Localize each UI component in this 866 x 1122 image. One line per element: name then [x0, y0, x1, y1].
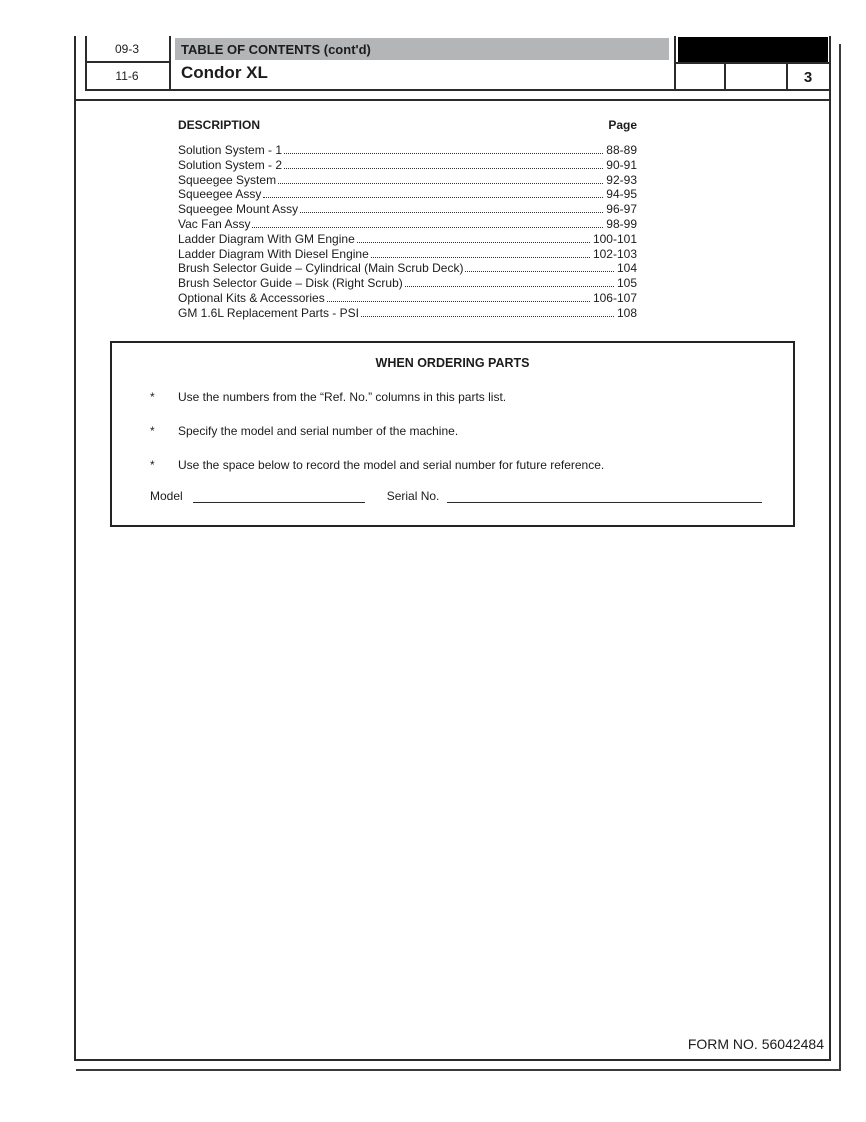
dot-leader — [252, 227, 603, 228]
toc-entry-label: Brush Selector Guide – Disk (Right Scrub) — [178, 276, 403, 291]
ordering-bullet — [150, 458, 775, 472]
toc-entry-page: 106-107 — [592, 290, 637, 305]
bullet-asterisk: * — [150, 458, 155, 472]
ordering-parts-title: WHEN ORDERING PARTS — [375, 356, 530, 370]
serial-blank-field — [447, 488, 762, 503]
dot-leader — [405, 286, 614, 287]
dot-leader — [263, 197, 603, 198]
ordering-parts-box — [110, 341, 795, 527]
page-left-border — [74, 36, 76, 1060]
toc-entry — [178, 187, 637, 202]
toc-entry — [178, 247, 637, 262]
page-bottom-border — [74, 1059, 831, 1061]
toc-entry-label: Vac Fan Assy — [178, 216, 251, 231]
toc-entry — [178, 143, 637, 158]
toc-entry — [178, 261, 637, 276]
ref-code-bottom: 11-6 — [115, 69, 139, 83]
bullet-asterisk: * — [150, 424, 155, 438]
ref-cells-divider — [85, 61, 171, 63]
dot-leader — [361, 316, 614, 317]
toc-entry-page: 94-95 — [606, 187, 637, 202]
header-bottom-border — [85, 89, 831, 91]
toc-entry-page: 108 — [616, 305, 637, 320]
page-number: 3 — [803, 68, 813, 86]
form-number: FORM NO. 56042484 — [687, 1036, 824, 1052]
model-serial-row — [150, 488, 762, 503]
page-shadow-right — [839, 44, 841, 1071]
toc-page-header: Page — [608, 118, 637, 132]
dot-leader — [284, 153, 603, 154]
model-blank-field — [193, 488, 365, 503]
dot-leader — [371, 257, 590, 258]
header-divider-ref — [169, 36, 171, 91]
page-right-border — [829, 36, 831, 1060]
bullet-text: Use the numbers from the “Ref. No.” columns in this parts list. — [178, 390, 507, 404]
toc-entry-page: 92-93 — [606, 172, 637, 187]
toc-header-row — [178, 118, 637, 132]
ordering-bullet — [150, 390, 775, 404]
toc-entry-label: Optional Kits & Accessories — [178, 290, 325, 305]
toc-entry-page: 98-99 — [606, 216, 637, 231]
toc-entry-label: GM 1.6L Replacement Parts - PSI — [178, 305, 359, 320]
bullet-text: Use the space below to record the model and serial number for future reference. — [178, 458, 605, 472]
toc-entry-page: 88-89 — [606, 143, 637, 157]
toc-entry — [178, 306, 637, 321]
section-title: TABLE OF CONTENTS (cont'd) — [181, 41, 371, 57]
toc-entry-label: Squeegee Mount Assy — [178, 202, 299, 217]
section-title-bar — [175, 38, 669, 60]
ref-code-top: 09-3 — [114, 42, 140, 56]
model-label: Model — [150, 489, 183, 503]
toc-entry — [178, 158, 637, 173]
bullet-asterisk: * — [150, 390, 155, 404]
dot-leader — [465, 271, 614, 272]
right-col-cell-divider-1 — [724, 64, 726, 89]
content-top-border — [74, 99, 831, 101]
toc-entry — [178, 291, 637, 306]
toc-entry-page: 96-97 — [606, 202, 637, 217]
toc-entry-label: Brush Selector Guide – Cylindrical (Main Scrub Deck) — [178, 261, 464, 276]
toc-entry — [178, 276, 637, 291]
toc-entry-page: 104 — [616, 261, 637, 276]
dot-leader — [357, 242, 590, 243]
toc-entry-page: 90-91 — [606, 157, 637, 172]
toc-entry — [178, 232, 637, 247]
toc-description-header: DESCRIPTION — [178, 118, 261, 132]
dot-leader — [327, 301, 590, 302]
toc-entry — [178, 202, 637, 217]
toc-entry-label: Ladder Diagram With Diesel Engine — [178, 246, 369, 261]
toc-entry-label: Squeegee Assy — [178, 187, 262, 202]
model-name-title: Condor XL — [181, 63, 268, 82]
toc-entry — [178, 217, 637, 232]
toc-entry-page: 100-101 — [592, 231, 637, 246]
toc-entry-page: 102-103 — [592, 246, 637, 261]
toc-entry-label: Solution System - 2 — [178, 157, 283, 172]
dot-leader — [300, 212, 603, 213]
dot-leader — [284, 168, 603, 169]
dot-leader — [278, 183, 603, 184]
toc-entry — [178, 173, 637, 188]
page-shadow-bottom — [76, 1069, 841, 1071]
serial-label: Serial No. — [386, 489, 440, 503]
bullet-text: Specify the model and serial number of the machine. — [178, 424, 459, 438]
redacted-block — [678, 37, 828, 62]
toc-entry-page: 105 — [616, 276, 637, 291]
toc-entry-label: Squeegee System — [178, 172, 277, 187]
toc-entry-label: Solution System - 1 — [178, 143, 283, 157]
toc-entry-label: Ladder Diagram With GM Engine — [178, 231, 355, 246]
ordering-bullet — [150, 424, 775, 438]
table-of-contents — [178, 118, 637, 321]
